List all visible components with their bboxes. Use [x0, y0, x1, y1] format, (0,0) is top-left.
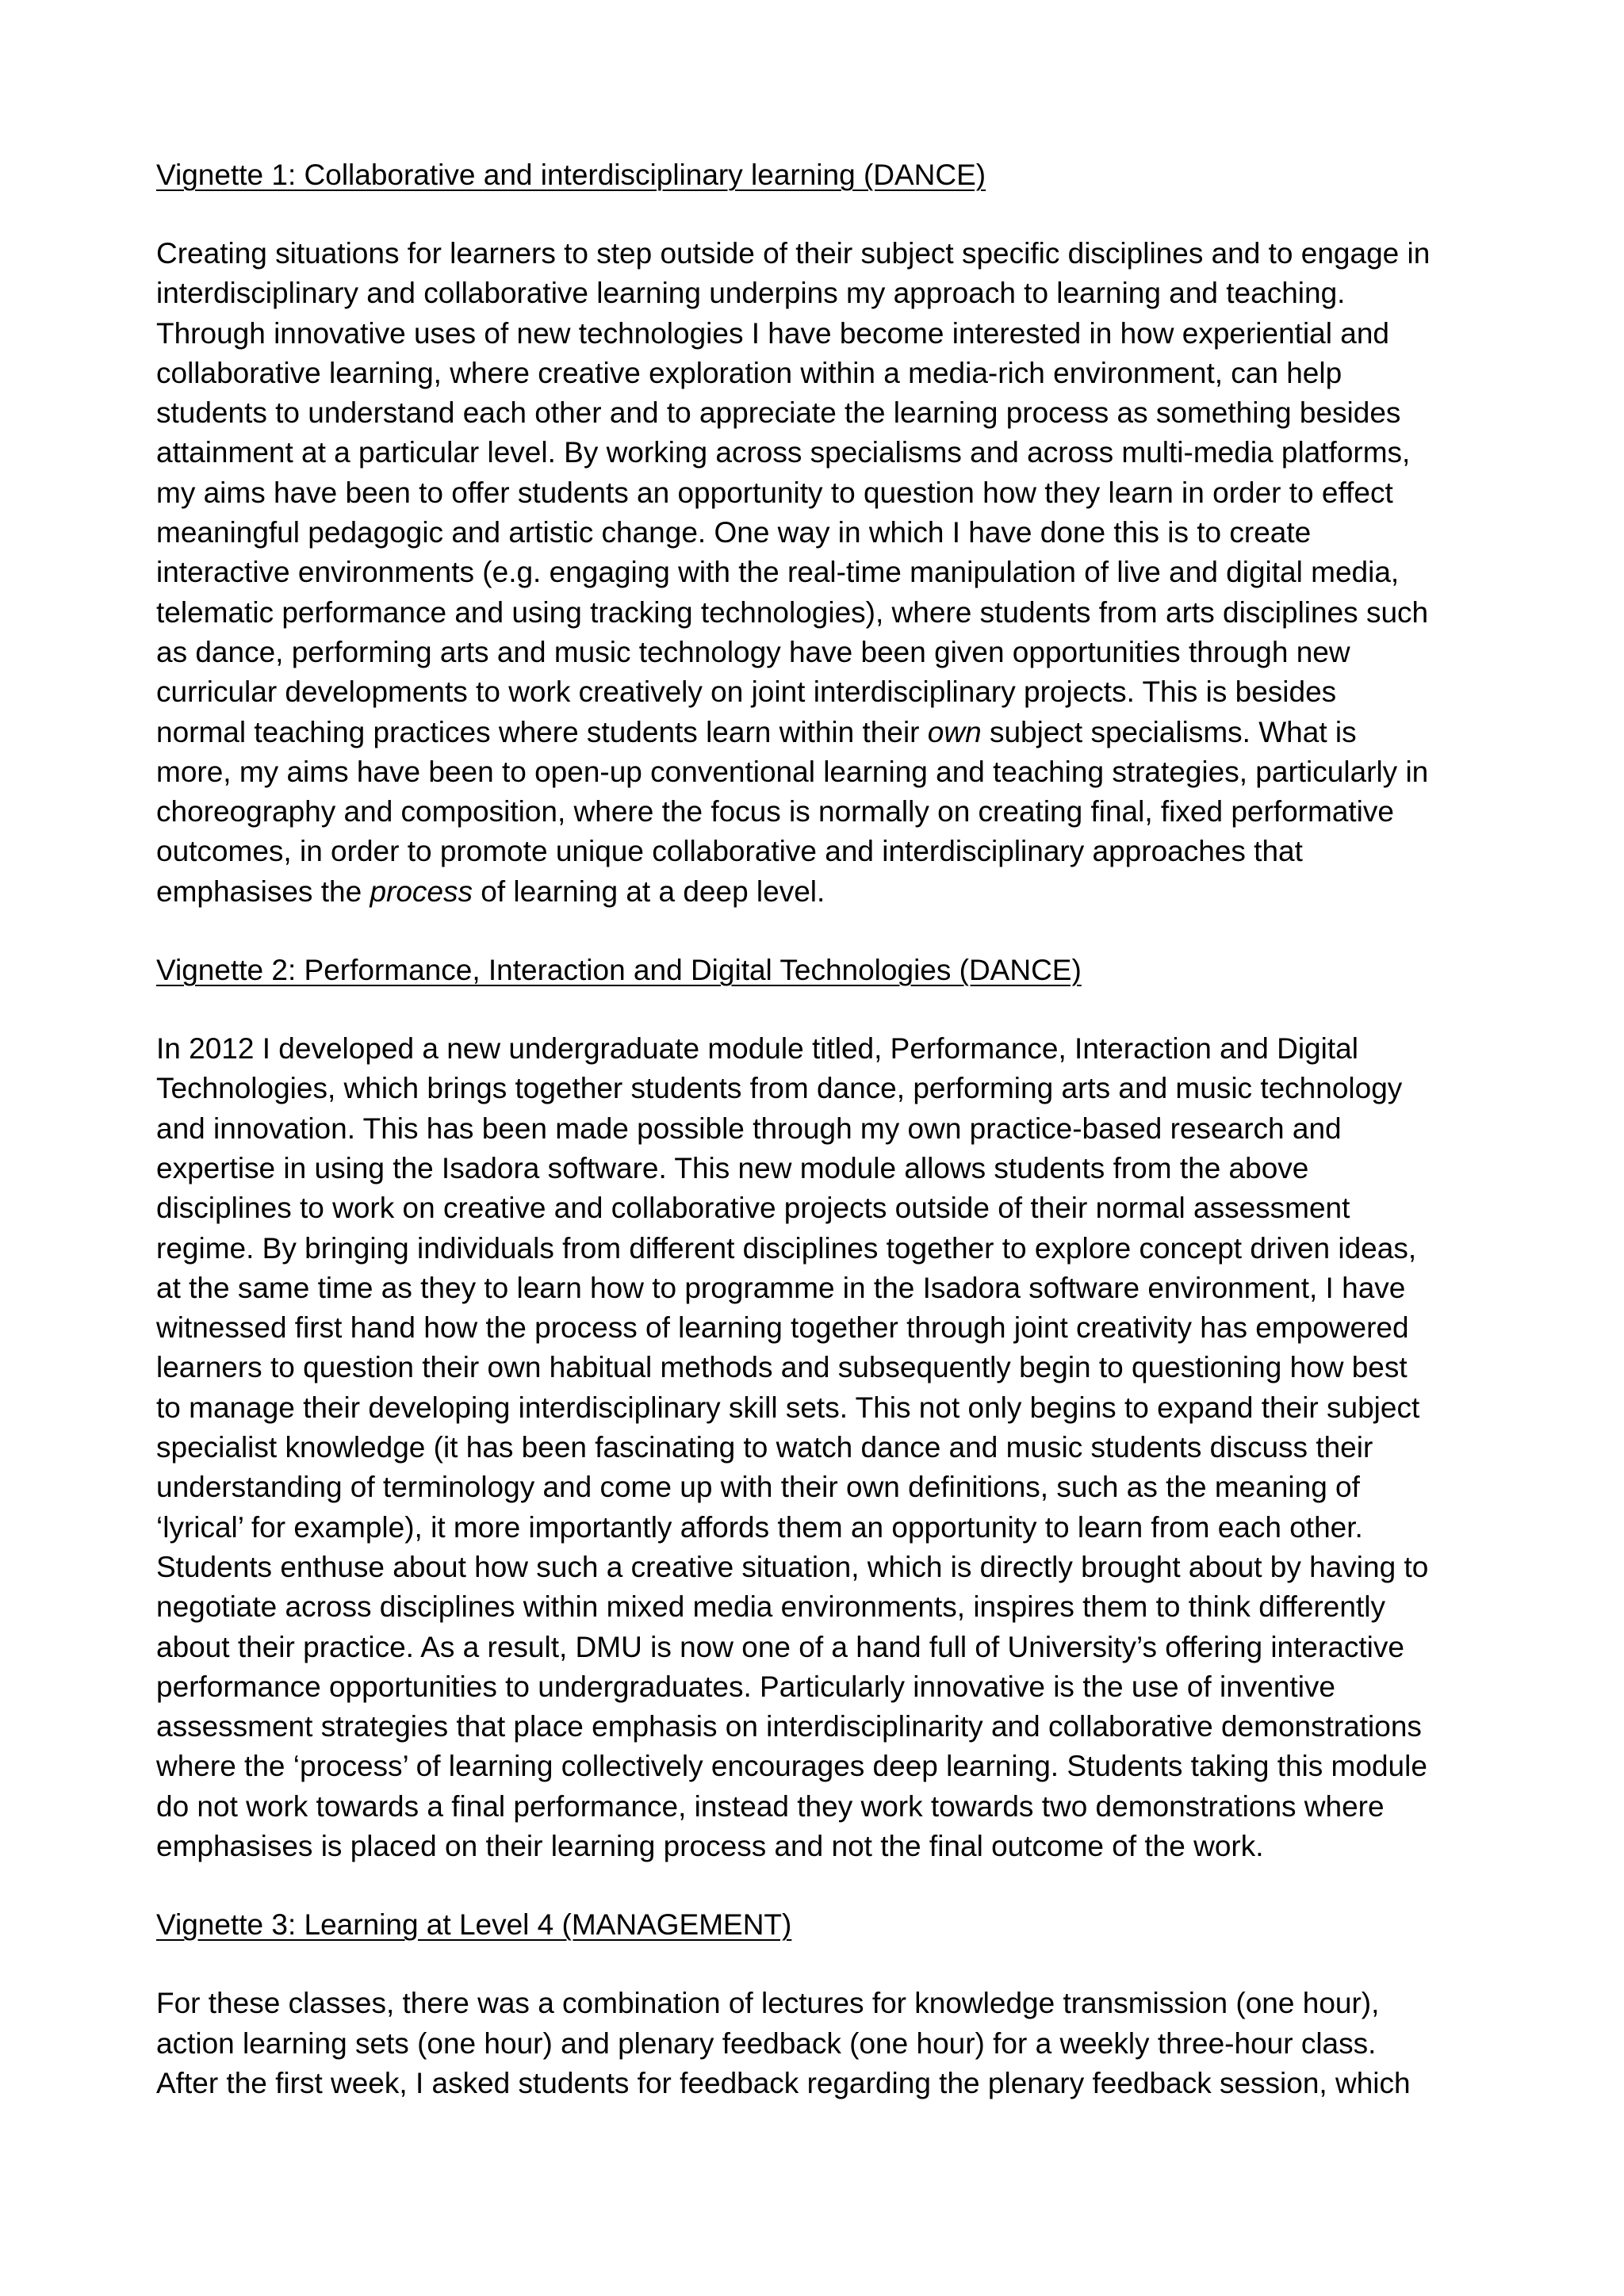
text-line: disciplines to work on creative and collaborative projects outside of their normal assessment	[156, 1192, 1350, 1225]
text-line: and innovation. This has been made possible through my own practice-based research and	[156, 1112, 1342, 1145]
text-line: where the ‘process’ of learning collectively encourages deep learning. Students taking this module	[156, 1750, 1427, 1783]
text-line: understanding of terminology and come up with their own definitions, such as the meaning of	[156, 1471, 1360, 1504]
emphasis-text: own	[927, 715, 982, 748]
text-line: assessment strategies that place emphasis on interdisciplinarity and collaborative demonstrations	[156, 1710, 1422, 1743]
text-line: outcomes, in order to promote unique collaborative and interdisciplinary approaches that	[156, 835, 1303, 868]
text-line: Technologies, which brings together students from dance, performing arts and music technology	[156, 1072, 1403, 1105]
text-line: collaborative learning, where creative exploration within a media-rich environment, can help	[156, 356, 1342, 389]
text-line: action learning sets (one hour) and plenary feedback (one hour) for a weekly three-hour class.	[156, 2026, 1377, 2060]
text-line: learners to question their own habitual methods and subsequently begin to questioning how best	[156, 1351, 1408, 1384]
section-body	[156, 234, 1481, 912]
section-heading: Vignette 1: Collaborative and interdisciplinary learning (DANCE)	[156, 159, 986, 191]
section-heading: Vignette 3: Learning at Level 4 (MANAGEMENT)	[156, 1908, 792, 1942]
text-line: emphasises is placed on their learning process and not the final outcome of the work.	[156, 1829, 1264, 1862]
text-line: negotiate across disciplines within mixed media environments, inspires them to think differently	[156, 1590, 1385, 1624]
text-line: After the first week, I asked students for feedback regarding the plenary feedback session, which	[156, 2066, 1411, 2099]
text-line: students to understand each other and to appreciate the learning process as something besides	[156, 396, 1401, 430]
text-line: Students enthuse about how such a creative situation, which is directly brought about by having to	[156, 1550, 1429, 1583]
text-line: In 2012 I developed a new undergraduate module titled, Performance, Interaction and Digital	[156, 1032, 1358, 1066]
text-line: normal teaching practices where students learn within their own subject specialisms. What is	[156, 715, 1357, 748]
text-line: choreography and composition, where the focus is normally on creating final, fixed performative	[156, 795, 1394, 828]
text-line: Through innovative uses of new technologies I have become interested in how experiential and	[156, 316, 1389, 350]
text-line: at the same time as they to learn how to programme in the Isadora software environment, I have	[156, 1271, 1406, 1304]
text-line: to manage their developing interdisciplinary skill sets. This not only begins to expand their subject	[156, 1391, 1420, 1424]
text-line: my aims have been to offer students an opportunity to question how they learn in order to effect	[156, 476, 1393, 509]
text-line: do not work towards a final performance, instead they work towards two demonstrations where	[156, 1789, 1385, 1823]
text-line: specialist knowledge (it has been fascinating to watch dance and music students discuss their	[156, 1431, 1373, 1464]
text-line: interactive environments (e.g. engaging with the real-time manipulation of live and digital media,	[156, 556, 1400, 589]
text-line: For these classes, there was a combination of lectures for knowledge transmission (one hour),	[156, 1987, 1380, 2020]
text-line: telematic performance and using tracking technologies), where students from arts disciplines such	[156, 595, 1429, 629]
text-line: ‘lyrical’ for example), it more importantly affords them an opportunity to learn from each other.	[156, 1510, 1363, 1544]
text-line: as dance, performing arts and music technology have been given opportunities through new	[156, 635, 1350, 668]
text-line: regime. By bringing individuals from different disciplines together to explore concept driven ideas,	[156, 1231, 1417, 1265]
section-heading: Vignette 2: Performance, Interaction and Digital Technologies (DANCE)	[156, 954, 1082, 987]
text-line: more, my aims have been to open-up conventional learning and teaching strategies, particularly in	[156, 755, 1429, 788]
text-line: interdisciplinary and collaborative learning underpins my approach to learning and teaching.	[156, 277, 1346, 310]
text-line: curricular developments to work creatively on joint interdisciplinary projects. This is besides	[156, 675, 1337, 709]
section-body	[156, 1984, 1481, 2103]
emphasis-text: process	[370, 874, 473, 908]
text-line: performance opportunities to undergraduates. Particularly innovative is the use of inventive	[156, 1670, 1336, 1703]
text-line: emphasises the process of learning at a deep level.	[156, 874, 825, 908]
section-body	[156, 1029, 1481, 1866]
text-line: Creating situations for learners to step outside of their subject specific disciplines and to engage in	[156, 237, 1431, 270]
text-line: about their practice. As a result, DMU is now one of a hand full of University’s offering interactive	[156, 1630, 1404, 1663]
text-line: attainment at a particular level. By working across specialisms and across multi-media platforms,	[156, 436, 1411, 469]
text-line: meaningful pedagogic and artistic change. One way in which I have done this is to create	[156, 516, 1312, 549]
text-line: expertise in using the Isadora software. This new module allows students from the above	[156, 1151, 1309, 1184]
text-line: witnessed first hand how the process of learning together through joint creativity has empowered	[156, 1311, 1409, 1345]
